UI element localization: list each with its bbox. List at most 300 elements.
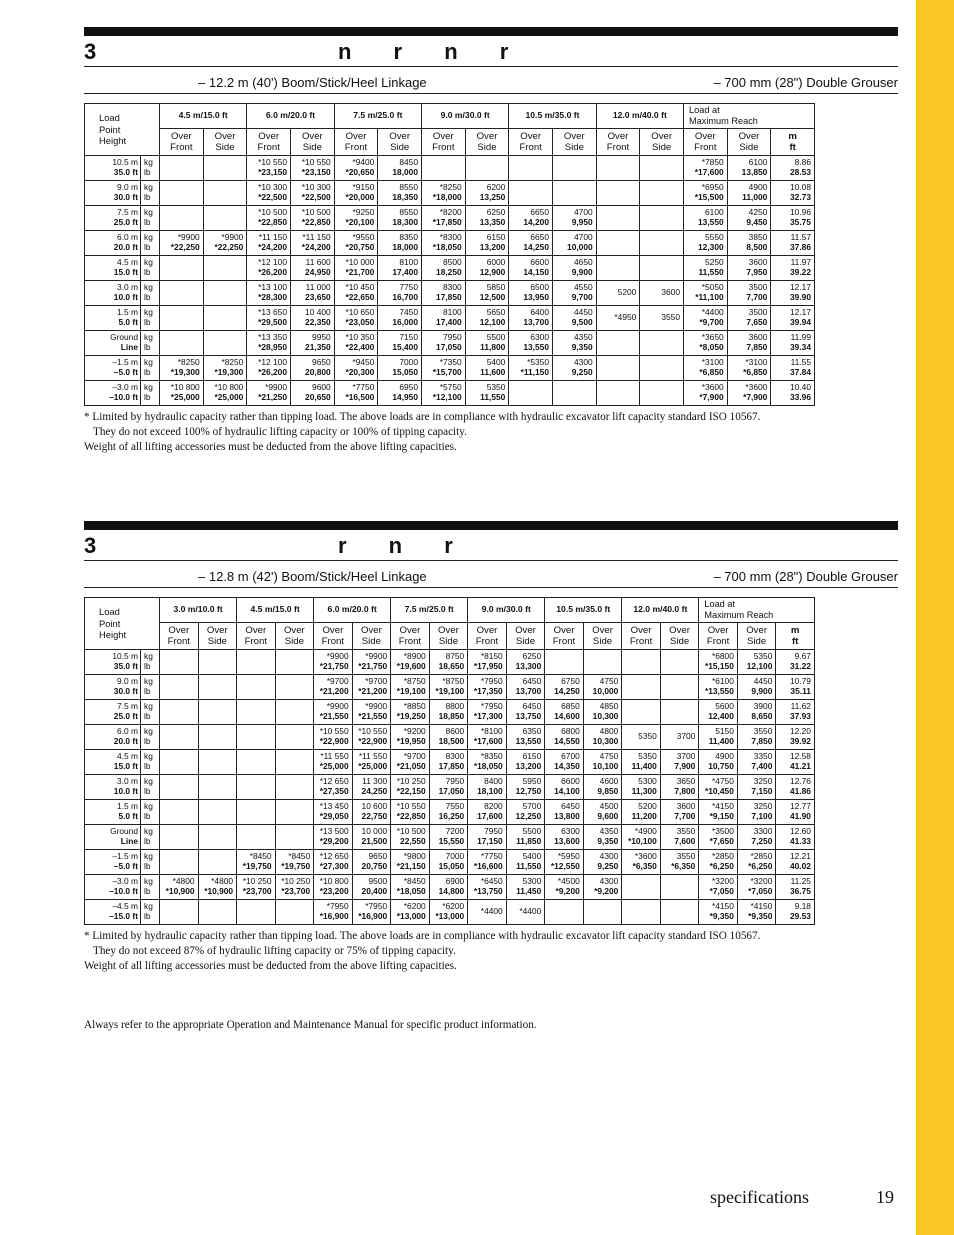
capacity-lb: 9,250	[597, 861, 619, 871]
capacity-cell	[699, 825, 738, 850]
capacity-kg: *10 350	[345, 332, 375, 343]
section-rule	[84, 93, 898, 94]
capacity-cell	[737, 725, 776, 750]
section-number: 3	[84, 533, 97, 558]
capacity-kg: 5300	[522, 876, 542, 887]
capacity-lb: *18,050	[473, 761, 503, 771]
capacity-cell	[247, 331, 291, 356]
table-row	[85, 256, 815, 281]
capacity-kg: *6100	[711, 676, 734, 687]
text-line: Point	[99, 123, 121, 135]
capacity-lb: *6,250	[709, 861, 734, 871]
capacity-kg: *4800	[211, 876, 234, 887]
capacity-cell	[552, 381, 596, 406]
capacity-lb: 39.94	[790, 317, 811, 327]
capacity-cell	[468, 900, 507, 925]
capacity-cell	[771, 156, 815, 181]
capacity-cell	[198, 700, 237, 725]
capacity-cell	[429, 725, 468, 750]
section-rule	[84, 587, 898, 588]
unit-cell	[141, 281, 160, 306]
capacity-kg: 4350	[574, 332, 593, 343]
capacity-kg: 4600	[599, 776, 619, 787]
capacity-cell	[198, 675, 237, 700]
capacity-kg: 12.58	[789, 751, 811, 762]
text-line: Front	[519, 142, 542, 153]
capacity-cell	[727, 256, 771, 281]
capacity-kg: *13 450	[319, 801, 349, 812]
text-line: Over	[206, 624, 228, 636]
height-imperial: –10.0 ft	[109, 886, 138, 896]
capacity-cell	[429, 750, 468, 775]
capacity-cell	[422, 206, 466, 231]
capacity-kg: *10 500	[396, 826, 426, 837]
capacity-cell	[640, 306, 684, 331]
unit-cell	[141, 650, 160, 675]
capacity-lb: *21,200	[358, 686, 388, 696]
capacity-cell	[727, 181, 771, 206]
load-height-cell	[85, 231, 141, 256]
capacity-cell	[699, 650, 738, 675]
load-height-cell	[85, 725, 141, 750]
capacity-cell	[737, 800, 776, 825]
capacity-cell	[352, 900, 391, 925]
capacity-lb: 7,900	[674, 761, 696, 771]
capacity-cell	[160, 231, 204, 256]
capacity-cell	[683, 356, 727, 381]
capacity-cell	[727, 281, 771, 306]
text-line: Side	[669, 636, 690, 647]
height-metric: –3.0 m	[112, 382, 138, 393]
capacity-lb: 11,850	[516, 836, 542, 846]
section-title	[84, 36, 898, 66]
capacity-lb: 28.53	[790, 167, 811, 177]
over-side-header	[506, 623, 545, 650]
capacity-cell	[771, 181, 815, 206]
capacity-lb: 32.73	[790, 192, 811, 202]
table-row	[85, 306, 815, 331]
capacity-kg: 4750	[599, 676, 619, 687]
capacity-kg: 3900	[753, 701, 773, 712]
capacity-kg: 4850	[599, 701, 619, 712]
capacity-lb: 18,850	[438, 711, 465, 721]
text-line: Front	[344, 142, 368, 153]
text-line: Front	[606, 142, 630, 153]
capacity-lb: *27,300	[319, 861, 349, 871]
text-line: Height	[99, 135, 127, 147]
capacity-lb: 14,350	[554, 761, 580, 771]
capacity-kg: *11 550	[358, 751, 388, 762]
capacity-lb: 12,250	[515, 811, 542, 821]
capacity-cell	[465, 381, 509, 406]
capacity-cell	[160, 725, 199, 750]
table-row	[85, 231, 815, 256]
capacity-cell	[314, 700, 353, 725]
capacity-cell	[203, 281, 247, 306]
capacity-kg: 12.17	[790, 282, 811, 293]
table-notes	[84, 929, 898, 974]
capacity-lb: *17,600	[473, 736, 503, 746]
capacity-lb: 7,850	[746, 342, 768, 352]
height-imperial: 10.0 ft	[113, 292, 138, 302]
capacity-kg: *3600	[745, 382, 768, 393]
over-front-header	[334, 129, 378, 156]
height-imperial: 30.0 ft	[113, 686, 138, 696]
capacity-lb: *19,100	[435, 686, 465, 696]
capacity-kg: *8450	[249, 851, 272, 862]
capacity-lb: 14,550	[554, 736, 580, 746]
capacity-kg: *8900	[403, 651, 426, 662]
capacity-cell	[771, 281, 815, 306]
load-point-height-header	[85, 598, 160, 650]
capacity-lb: 16,700	[392, 292, 418, 302]
unit-lb: lb	[144, 711, 151, 721]
capacity-cell	[660, 900, 699, 925]
capacity-cell	[622, 700, 661, 725]
unit-lb: lb	[144, 367, 151, 377]
capacity-cell	[160, 850, 199, 875]
capacity-lb: *19,750	[281, 861, 311, 871]
capacity-kg: 3250	[753, 776, 773, 787]
capacity-cell	[275, 900, 314, 925]
capacity-cell	[660, 725, 699, 750]
capacity-lb: 11,200	[631, 811, 657, 821]
unit-lb: lb	[144, 661, 151, 671]
capacity-cell	[247, 381, 291, 406]
capacity-kg: *9700	[403, 751, 426, 762]
capacity-lb: *22,250	[170, 242, 200, 252]
capacity-lb: *7,050	[709, 886, 734, 896]
capacity-lb: 15,050	[438, 861, 465, 871]
capacity-cell	[314, 750, 353, 775]
capacity-cell	[506, 875, 545, 900]
capacity-lb: *20,000	[345, 192, 375, 202]
text-line: Over	[651, 130, 673, 142]
capacity-kg: 6950	[399, 382, 418, 393]
capacity-cell	[160, 650, 199, 675]
capacity-cell	[378, 381, 422, 406]
text-line: Front	[321, 636, 345, 647]
capacity-lb: 9,350	[597, 836, 619, 846]
height-metric: 6.0 m	[117, 726, 138, 737]
over-front-header	[699, 623, 738, 650]
capacity-kg: *9550	[352, 232, 375, 243]
section-title-text: n r n r	[338, 39, 527, 64]
capacity-kg: 6500	[530, 282, 549, 293]
capacity-lb: 9,450	[746, 217, 768, 227]
capacity-kg: 8400	[484, 776, 503, 787]
capacity-cell	[545, 700, 584, 725]
unit-lb: lb	[144, 392, 151, 402]
capacity-cell	[660, 675, 699, 700]
capacity-lb: 13,300	[515, 661, 542, 671]
height-imperial: –15.0 ft	[109, 911, 138, 921]
capacity-cell	[506, 650, 545, 675]
capacity-lb: 7,700	[674, 811, 696, 821]
capacity-kg: 7150	[399, 332, 418, 343]
capacity-kg: *8250	[439, 182, 462, 193]
over-side-header	[737, 623, 776, 650]
capacity-kg: 3650	[676, 776, 696, 787]
capacity-kg: 6100	[705, 207, 724, 218]
unit-kg: kg	[144, 801, 153, 812]
capacity-cell	[203, 381, 247, 406]
unit-kg: kg	[144, 282, 153, 293]
capacity-kg: 5400	[486, 357, 506, 368]
capacity-lb: 36.75	[789, 886, 811, 896]
capacity-kg: 3600	[748, 332, 768, 343]
capacity-kg: *8750	[442, 676, 465, 687]
capacity-cell	[160, 700, 199, 725]
capacity-cell	[422, 156, 466, 181]
capacity-cell	[660, 750, 699, 775]
capacity-kg: 4750	[599, 751, 619, 762]
capacity-cell	[429, 825, 468, 850]
unit-lb: lb	[144, 192, 151, 202]
capacity-cell	[465, 231, 509, 256]
capacity-cell	[429, 875, 468, 900]
unit-cell	[141, 231, 160, 256]
over-front-header	[468, 623, 507, 650]
capacity-cell	[203, 156, 247, 181]
text-line: Side	[302, 142, 322, 153]
capacity-lb: *7,050	[748, 886, 773, 896]
capacity-cell	[509, 181, 553, 206]
capacity-kg: 11.25	[790, 876, 811, 887]
capacity-cell	[291, 356, 335, 381]
capacity-cell	[545, 750, 584, 775]
capacity-cell	[203, 206, 247, 231]
capacity-cell	[506, 775, 545, 800]
text-line: Over	[438, 624, 459, 636]
capacity-lb: 7,400	[751, 761, 773, 771]
footer-label: specifications	[710, 1187, 809, 1207]
capacity-kg: *7750	[480, 851, 503, 862]
capacity-lb: *19,250	[396, 711, 426, 721]
unit-cell	[141, 356, 160, 381]
capacity-kg: 5150	[715, 726, 734, 737]
capacity-lb: *18,050	[432, 242, 462, 252]
capacity-cell	[391, 900, 430, 925]
unit-kg: kg	[144, 157, 153, 168]
capacity-lb: 9,250	[571, 367, 593, 377]
capacity-kg: 8500	[443, 257, 462, 268]
capacity-cell	[737, 650, 776, 675]
capacity-cell	[545, 875, 584, 900]
capacity-cell	[391, 800, 430, 825]
capacity-lb: *22,150	[396, 786, 426, 796]
capacity-cell	[545, 825, 584, 850]
over-side-header	[727, 129, 771, 156]
capacity-cell	[583, 850, 622, 875]
capacity-kg: *8250	[221, 357, 244, 368]
load-height-cell	[85, 850, 141, 875]
capacity-cell	[771, 206, 815, 231]
capacity-kg: 4800	[599, 726, 619, 737]
capacity-cell	[771, 331, 815, 356]
capacity-cell	[727, 156, 771, 181]
capacity-cell	[622, 750, 661, 775]
load-height-cell	[85, 800, 141, 825]
capacity-kg: 11 300	[362, 776, 388, 787]
over-front-header	[509, 129, 553, 156]
unit-lb: lb	[144, 736, 151, 746]
capacity-cell	[237, 875, 276, 900]
capacity-lb: 24,250	[361, 786, 388, 796]
capacity-cell	[776, 900, 815, 925]
capacity-cell	[468, 650, 507, 675]
capacity-cell	[203, 256, 247, 281]
capacity-kg: 7950	[443, 332, 462, 343]
capacity-lb: 17,400	[436, 317, 462, 327]
capacity-cell	[391, 675, 430, 700]
capacity-cell	[422, 281, 466, 306]
capacity-cell	[776, 875, 815, 900]
capacity-cell	[683, 281, 727, 306]
capacity-cell	[429, 675, 468, 700]
capacity-lb: 11,800	[480, 342, 506, 352]
text-line: Front	[244, 636, 268, 647]
capacity-lb: 13,700	[515, 686, 542, 696]
capacity-cell	[622, 875, 661, 900]
text-line: Front	[257, 142, 280, 153]
capacity-lb: *21,250	[258, 392, 287, 402]
capacity-kg: 6700	[561, 751, 580, 762]
capacity-cell	[314, 875, 353, 900]
height-imperial: 25.0 ft	[113, 711, 138, 721]
capacity-cell	[422, 381, 466, 406]
capacity-lb: *17,300	[473, 711, 503, 721]
capacity-kg: *10 800	[214, 382, 244, 393]
capacity-cell	[465, 156, 509, 181]
capacity-kg: 5400	[522, 851, 542, 862]
capacity-lb: 14,250	[523, 242, 549, 252]
capacity-cell	[552, 306, 596, 331]
capacity-kg: 8800	[445, 701, 465, 712]
capacity-lb: 41.33	[789, 836, 811, 846]
lift-capacity-table	[84, 103, 815, 406]
capacity-cell	[552, 206, 596, 231]
capacity-cell	[352, 650, 391, 675]
capacity-kg: *4150	[750, 901, 773, 912]
capacity-kg: 9650	[368, 851, 388, 862]
load-height-cell	[85, 650, 141, 675]
capacity-cell	[776, 775, 815, 800]
capacity-kg: *10 250	[281, 876, 311, 887]
capacity-kg: *10 500	[258, 207, 287, 218]
section-subheading	[84, 561, 898, 587]
unit-lb: lb	[144, 267, 151, 277]
capacity-cell	[622, 725, 661, 750]
capacity-cell	[422, 306, 466, 331]
capacity-kg: 5850	[486, 282, 506, 293]
capacity-lb: 21,350	[305, 342, 331, 352]
unit-lb: lb	[144, 292, 151, 302]
text-line: Front	[694, 142, 717, 153]
capacity-cell	[596, 331, 640, 356]
text-line: Over	[592, 624, 613, 636]
text-line: Side	[592, 636, 613, 647]
capacity-cell	[291, 381, 335, 406]
over-side-header	[583, 623, 622, 650]
capacity-kg: *5950	[557, 851, 580, 862]
capacity-lb: 11,450	[516, 886, 542, 896]
capacity-cell	[334, 231, 378, 256]
capacity-lb: 7,950	[746, 267, 768, 277]
capacity-lb: *16,500	[345, 392, 375, 402]
capacity-kg: *8350	[480, 751, 503, 762]
text-line: Over	[345, 130, 367, 142]
height-metric: 10.5 m	[112, 651, 138, 662]
capacity-lb: *21,200	[319, 686, 349, 696]
capacity-lb: *20,100	[345, 217, 375, 227]
capacity-lb: *9,350	[709, 911, 734, 921]
load-height-cell	[85, 825, 141, 850]
capacity-cell	[506, 825, 545, 850]
capacity-lb: *7,900	[743, 392, 768, 402]
capacity-cell	[596, 356, 640, 381]
height-metric: 3.0 m	[117, 282, 138, 293]
text-line: Over	[520, 130, 542, 142]
text-line: Front	[167, 636, 190, 647]
capacity-cell	[509, 156, 553, 181]
height-metric: –3.0 m	[112, 876, 138, 887]
capacity-kg: 5350	[638, 751, 657, 762]
capacity-cell	[683, 331, 727, 356]
over-front-header	[391, 623, 430, 650]
capacity-cell	[429, 650, 468, 675]
text-line: Over	[170, 130, 192, 142]
capacity-lb: *29,200	[319, 836, 349, 846]
unit-kg: kg	[144, 382, 153, 393]
capacity-lb: *17,850	[432, 217, 462, 227]
capacity-lb: *23,150	[301, 167, 331, 177]
capacity-kg: *7350	[439, 357, 462, 368]
capacity-cell	[203, 356, 247, 381]
height-metric: 7.5 m	[117, 701, 138, 712]
capacity-lb: *24,200	[258, 242, 287, 252]
text-line: Over	[432, 130, 454, 142]
text-line: Over	[563, 130, 585, 142]
capacity-cell	[275, 850, 314, 875]
unit-cell	[141, 181, 160, 206]
capacity-kg: 10.96	[790, 207, 811, 218]
capacity-cell	[552, 181, 596, 206]
capacity-cell	[727, 231, 771, 256]
capacity-kg: 5350	[486, 382, 506, 393]
unit-kg: kg	[144, 651, 153, 662]
capacity-lb: 20,800	[305, 367, 331, 377]
capacity-kg: *12 100	[258, 257, 287, 268]
capacity-kg: 3500	[748, 307, 768, 318]
capacity-cell	[683, 156, 727, 181]
capacity-cell	[247, 306, 291, 331]
over-front-header	[422, 129, 466, 156]
capacity-lb: 13,200	[515, 761, 542, 771]
capacity-cell	[771, 256, 815, 281]
capacity-cell	[275, 775, 314, 800]
sub-header-row	[85, 129, 815, 156]
capacity-cell	[352, 800, 391, 825]
sub-header-row	[85, 623, 815, 650]
capacity-cell	[291, 256, 335, 281]
capacity-cell	[275, 750, 314, 775]
table-row	[85, 675, 815, 700]
capacity-cell	[683, 381, 727, 406]
height-metric: 9.0 m	[117, 676, 138, 687]
capacity-cell	[334, 281, 378, 306]
load-height-cell	[85, 156, 141, 181]
